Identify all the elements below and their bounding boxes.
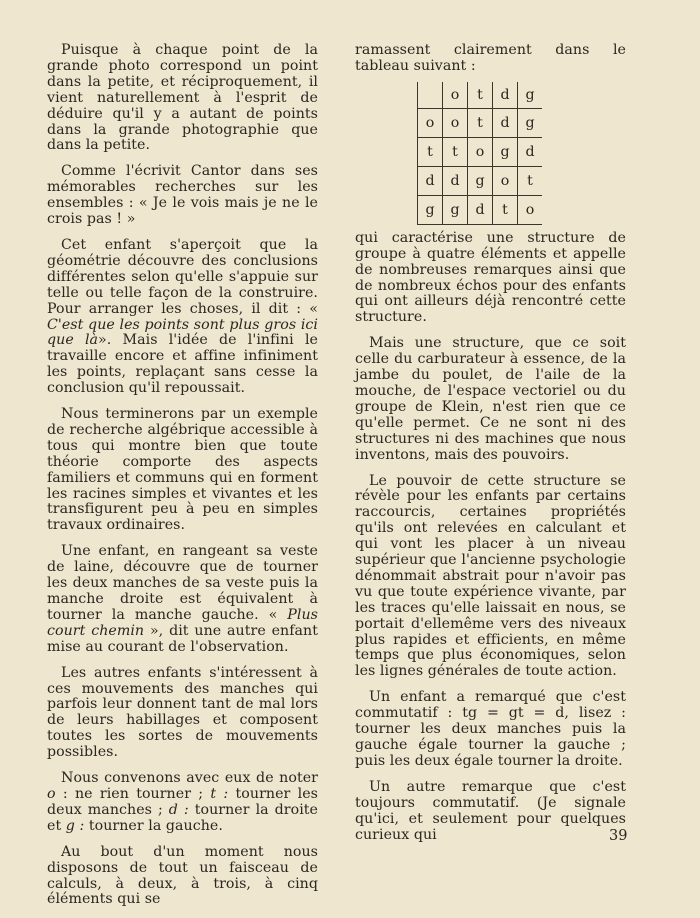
- paragraph: Un autre remarque que c'est toujours commutatif. (Je signale qu'ici, et seulement pour quelques curieux qui: [355, 778, 626, 843]
- paragraph: Les autres enfants s'intéressent à ces mouvements des manches qui parfois leur donnent tant de mal lors de leurs habillages et composent toutes les sortes de mouvements possibles.: [47, 664, 318, 761]
- paragraph: qui caractérise une structure de groupe à quatre éléments et appelle de nombreuses remarques ainsi que de nombreux échos pour des enfants qui ont ailleurs déjà rencontré cette structure.: [355, 229, 626, 326]
- paragraph: Au bout d'un moment nous disposons de tout un faisceau de calculs, à deux, à trois, à cinq éléments qui se: [47, 843, 318, 908]
- paragraph: Le pouvoir de cette structure se révèle pour les enfants par certains raccourcis, certaines propriétés qu'ils ont relevées en calculant et qui vont les placer à un niveau supérieur que l'ancienne psychologie dénommait abstrait pour n'avoir pas vu que toute expérience vivante, par les traces qu'elle laissait en nous, se portait d'ellemême vers des niveaux plus rapides et efficients, en même temps que plus économiques, selon les lignes générales de toute action.: [355, 472, 626, 680]
- paragraph: Cet enfant s'aperçoit que la géométrie découvre des conclusions différentes selon qu'elle s'appuie sur telle ou telle façon de la construire. Pour arranger les choses, il dit : « C'est que les points sont plus gros ici que là». Mais l'idée de l'infini le travaille encore et affine infiniment les points, replaçant sans cesse la conclusion qu'il repoussait.: [47, 236, 318, 397]
- table-cell: t: [518, 166, 543, 195]
- table-cell: d: [443, 166, 468, 195]
- paragraph: Nous terminerons par un exemple de recherche algébrique accessible à tous qui montre bien que toute théorie comporte des aspects familiers et communs qui en forment les racines simples et vivantes et les transfigurent peu à peu en simples travaux ordinaires.: [47, 406, 318, 534]
- table-cell: [418, 82, 443, 109]
- table-cell: t: [468, 108, 493, 137]
- table-cell: o: [418, 108, 443, 137]
- right-column: [355, 43, 626, 853]
- table-cell: g: [518, 82, 543, 109]
- paragraph: Une enfant, en rangeant sa veste de laine, découvre que de tourner les deux manches de sa veste puis la manche droite est équivalent à tourner la manche gauche. « Plus court chemin », dit une autre enfant mise au courant de l'observation.: [47, 543, 318, 655]
- table-cell: g: [518, 108, 543, 137]
- table-cell: d: [493, 82, 518, 109]
- table-cell: o: [443, 82, 468, 109]
- table-cell: d: [418, 166, 443, 195]
- table-cell: o: [493, 166, 518, 195]
- table-cell: o: [468, 137, 493, 166]
- table-cell: t: [418, 137, 443, 166]
- table-cell: t: [443, 137, 468, 166]
- table-cell: g: [443, 195, 468, 224]
- paragraph: Un enfant a remarqué que c'est commutatif : tg = gt = d, lisez : tourner les deux manches puis la gauche égale tourner la gauche ; puis les deux égale tourner la droite.: [355, 689, 626, 769]
- table-cell: o: [518, 195, 543, 224]
- table-cell: g: [418, 195, 443, 224]
- table-cell: o: [443, 108, 468, 137]
- table-cell: d: [493, 108, 518, 137]
- left-column: [47, 43, 318, 918]
- group-table: [417, 82, 542, 225]
- paragraph: Comme l'écrivit Cantor dans ses mémorables recherches sur les ensembles : « Je le vois mais je ne le crois pas ! »: [47, 163, 318, 228]
- paragraph: ramassent clairement dans le tableau suivant :: [355, 42, 626, 74]
- table-cell: d: [468, 195, 493, 224]
- paragraph: Nous convenons avec eux de noter o : ne rien tourner ; t : tourner les deux manches ; d : tourner la droite et g : tourner la gauche.: [47, 770, 319, 834]
- table-cell: d: [518, 137, 543, 166]
- page-number: 39: [609, 828, 628, 844]
- table-cell: t: [493, 195, 518, 224]
- table-cell: g: [493, 137, 518, 166]
- paragraph: Mais une structure, que ce soit celle du carburateur à essence, de la jambe du poulet, de l'aile de la mouche, de l'espace vectoriel ou du groupe de Klein, n'est rien que ce qu'elle permet. Ce ne sont ni des structures ni des machines que nous inventons, mais des pouvoirs.: [355, 335, 626, 463]
- paragraph: Puisque à chaque point de la grande photo correspond un point dans la petite, et réciproquement, il vient naturellement à l'esprit de déduire qu'il y a autant de points dans la grande photographie que dans la petite.: [47, 42, 318, 154]
- table-cell: g: [468, 166, 493, 195]
- table-cell: t: [468, 82, 493, 109]
